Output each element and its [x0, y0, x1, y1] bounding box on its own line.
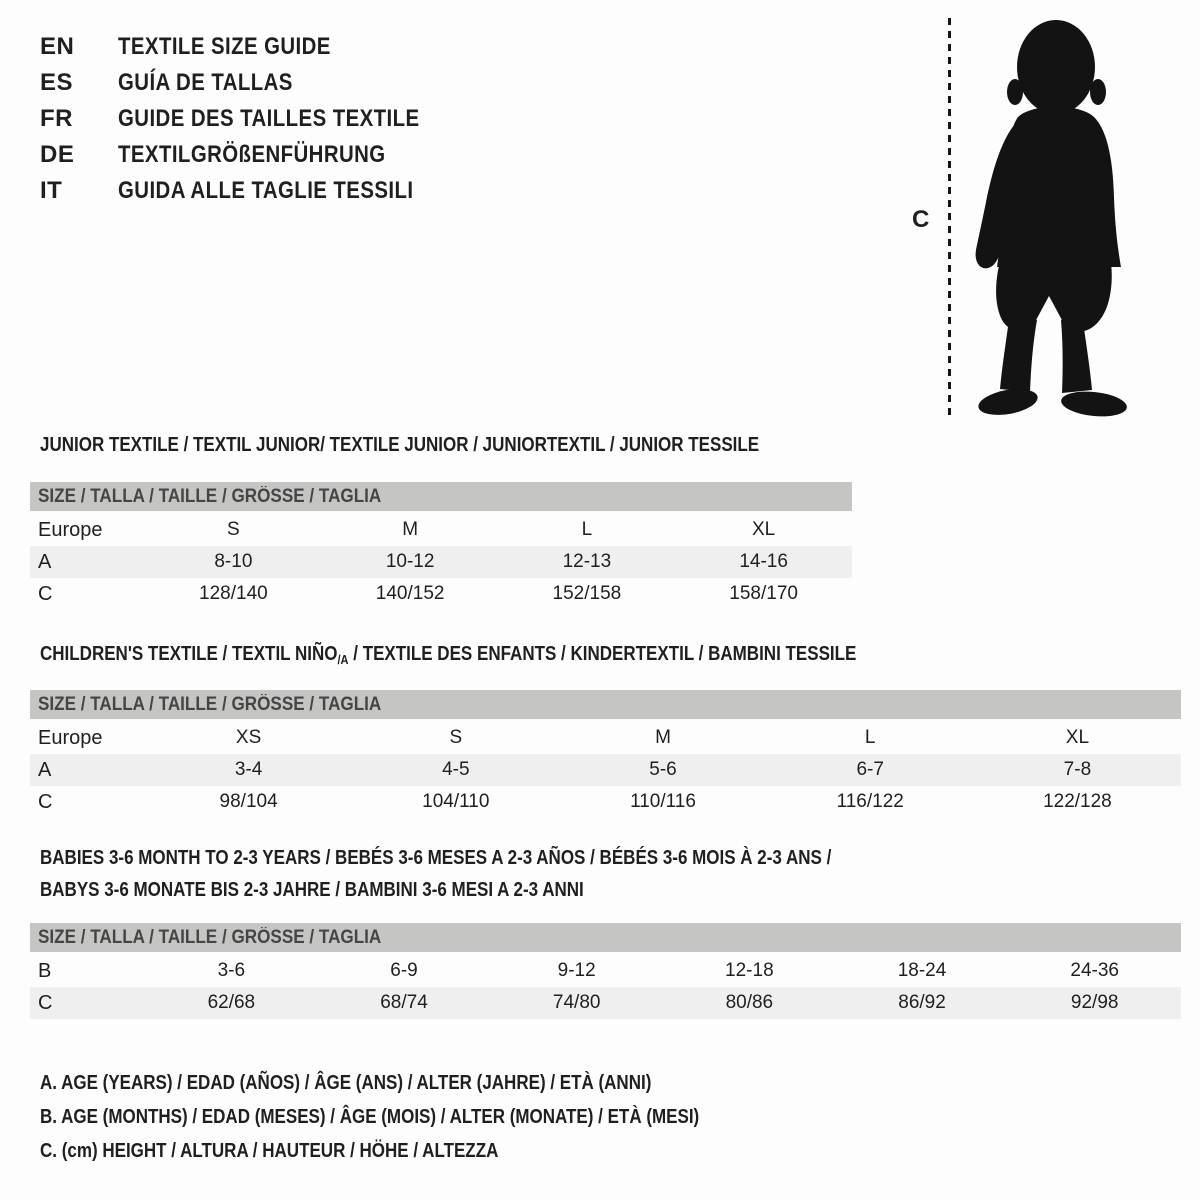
size-value-cell: 104/110 [422, 791, 490, 812]
row-label: Europe [38, 518, 103, 541]
language-title: GUIDE DES TAILLES TEXTILE [118, 105, 420, 132]
size-value-cell: 12-18 [725, 960, 774, 981]
babies-size-table [30, 923, 1181, 1019]
language-row [40, 137, 473, 173]
size-value-cell: XS [235, 727, 262, 748]
size-value-cell: M [655, 727, 671, 748]
row-label: C [38, 582, 53, 605]
children-section-title [40, 641, 1000, 669]
size-value-cell: 9-12 [557, 960, 596, 981]
junior-size-table [30, 482, 852, 610]
section-title-part: / TEXTILE DES ENFANTS / KINDERTEXTIL / BAMBINI TESSILE [348, 643, 857, 665]
language-code: FR [40, 105, 73, 132]
size-value-cell: 24-36 [1070, 960, 1119, 981]
table-row [30, 546, 852, 578]
section-title-subscript: /A [337, 652, 349, 667]
size-value-cell: 68/74 [380, 992, 428, 1013]
size-value-cell: 4-5 [442, 759, 470, 780]
language-row [40, 173, 473, 209]
size-value-cell: 86/92 [898, 992, 946, 1013]
section-title-line [40, 432, 886, 458]
section-title-line [40, 874, 971, 906]
section-title-text [40, 842, 831, 874]
section-title-text [40, 641, 856, 669]
language-code: DE [40, 141, 75, 168]
section-title-part: BABYS 3-6 MONATE BIS 2-3 JAHRE / BAMBINI 3-6 MESI A 2-3 ANNI [40, 879, 584, 901]
size-value-cell: 14-16 [739, 551, 788, 572]
junior-section-title [40, 432, 886, 458]
row-label: B [38, 959, 52, 982]
table-row [30, 786, 1181, 818]
section-title-part: BABIES 3-6 MONTH TO 2-3 YEARS / BEBÉS 3-6 MESES A 2-3 AÑOS / BÉBÉS 3-6 MOIS À 2-3 ANS / [40, 847, 832, 869]
size-value-cell: 98/104 [219, 791, 278, 812]
size-value-cell: 62/68 [207, 992, 256, 1013]
measurement-legend [40, 1066, 816, 1168]
babies-section-title [40, 842, 971, 906]
size-header-bar [30, 690, 1181, 719]
row-label: C [38, 790, 53, 813]
size-value-cell: 122/128 [1043, 791, 1112, 812]
table-row [30, 987, 1181, 1019]
language-code: IT [40, 177, 63, 204]
language-list [40, 29, 473, 209]
language-row [40, 101, 473, 137]
size-value-cell: 116/122 [836, 791, 904, 812]
size-header-bar [30, 923, 1181, 952]
section-title-line [40, 641, 1000, 669]
size-value-cell: 80/86 [725, 992, 774, 1013]
legend-line-text: B. AGE (MONTHS) / EDAD (MESES) / ÂGE (MOIS) / ALTER (MONATE) / ETÀ (MESI) [40, 1106, 700, 1128]
table-row [30, 754, 1181, 786]
size-value-cell: 6-9 [390, 960, 418, 981]
size-value-cell: XL [1065, 727, 1090, 748]
legend-line [40, 1100, 816, 1134]
language-row [40, 29, 473, 65]
size-value-cell: 3-4 [234, 759, 263, 780]
toddler-silhouette-icon [958, 12, 1140, 422]
row-label: A [38, 758, 52, 781]
size-value-cell: 158/170 [729, 583, 798, 604]
legend-line [40, 1066, 816, 1100]
size-value-cell: 12-13 [562, 551, 612, 572]
row-label: A [38, 550, 52, 573]
size-value-cell: S [449, 727, 463, 748]
legend-line-text: A. AGE (YEARS) / EDAD (AÑOS) / ÂGE (ANS) / ALTER (JAHRE) / ETÀ (ANNI) [40, 1072, 652, 1094]
size-value-cell: 8-10 [214, 551, 253, 572]
language-code: ES [40, 69, 74, 96]
size-value-cell: 7-8 [1063, 759, 1092, 780]
size-value-cell: S [227, 519, 240, 540]
children-size-table [30, 690, 1181, 818]
language-title: GUÍA DE TALLAS [118, 69, 293, 96]
size-value-cell: 3-6 [217, 960, 246, 981]
language-row [40, 65, 473, 101]
size-value-cell: 6-7 [856, 759, 884, 780]
language-code: EN [40, 33, 75, 60]
row-label: C [38, 991, 53, 1014]
size-value-cell: 152/158 [552, 583, 622, 604]
size-header-text: SIZE / TALLA / TAILLE / GRÖSSE / TAGLIA [38, 693, 382, 715]
legend-line-text: C. (cm) HEIGHT / ALTURA / HAUTEUR / HÖHE / ALTEZZA [40, 1140, 499, 1162]
table-row [30, 955, 1181, 987]
size-value-cell: 5-6 [649, 759, 677, 780]
section-title-text [40, 432, 759, 458]
height-measure-dashed-line [948, 18, 951, 415]
size-value-cell: XL [752, 519, 776, 540]
size-value-cell: 128/140 [199, 583, 268, 604]
size-value-cell: M [402, 519, 419, 540]
size-value-cell: 140/152 [375, 583, 445, 604]
table-row [30, 578, 852, 610]
section-title-part: CHILDREN'S TEXTILE / TEXTIL NIÑO [40, 643, 338, 665]
section-title-text [40, 874, 584, 906]
legend-line [40, 1134, 816, 1168]
size-value-cell: 110/116 [630, 791, 696, 812]
size-value-cell: L [864, 727, 876, 748]
size-value-cell: 18-24 [897, 960, 947, 981]
size-value-cell: 74/80 [552, 992, 601, 1013]
section-title-part: JUNIOR TEXTILE / TEXTIL JUNIOR/ TEXTILE JUNIOR / JUNIORTEXTIL / JUNIOR TESSILE [40, 434, 760, 456]
size-header-bar [30, 482, 852, 511]
size-header-text: SIZE / TALLA / TAILLE / GRÖSSE / TAGLIA [38, 926, 382, 948]
language-title: TEXTILE SIZE GUIDE [118, 33, 331, 60]
size-value-cell: L [581, 519, 593, 540]
size-value-cell: 10-12 [385, 551, 435, 572]
language-title: GUIDA ALLE TAGLIE TESSILI [118, 177, 414, 204]
height-measure-label: C [912, 206, 930, 233]
section-title-line [40, 842, 971, 874]
size-value-cell: 92/98 [1070, 992, 1119, 1013]
table-row [30, 514, 852, 546]
language-title: TEXTILGRÖßENFÜHRUNG [118, 141, 386, 168]
table-row [30, 722, 1181, 754]
row-label: Europe [38, 726, 103, 749]
size-header-text: SIZE / TALLA / TAILLE / GRÖSSE / TAGLIA [38, 485, 382, 507]
